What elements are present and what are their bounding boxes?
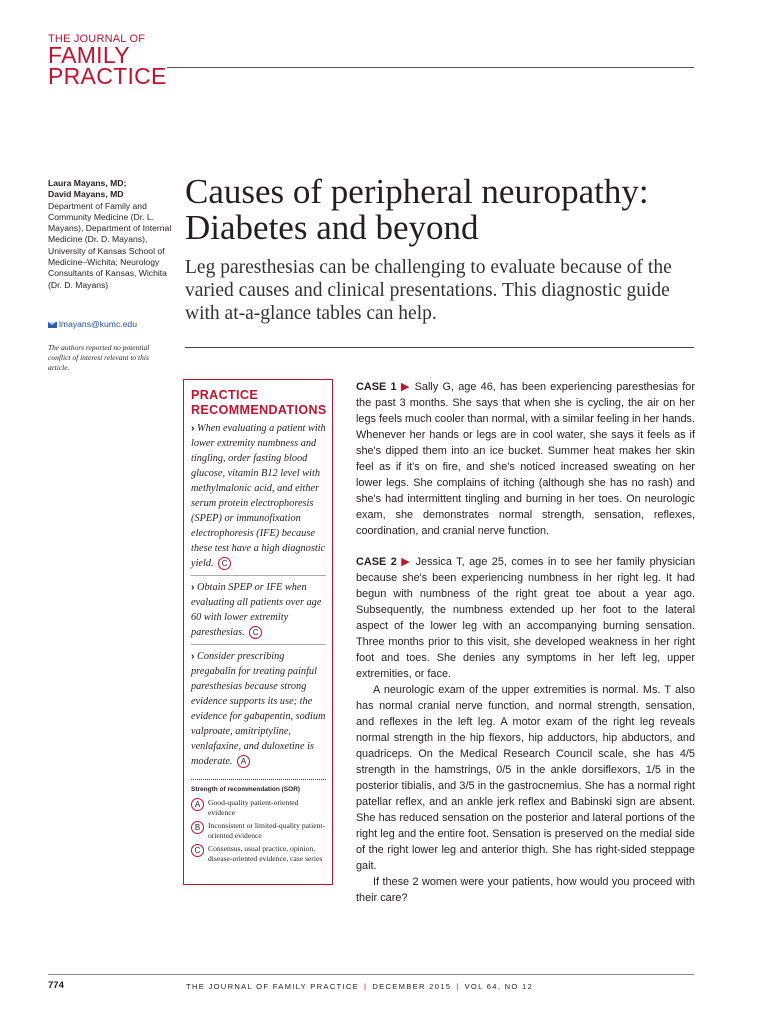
title-rule xyxy=(185,347,694,348)
divider xyxy=(191,644,326,645)
divider xyxy=(191,575,326,576)
case-2-paragraph xyxy=(356,554,695,682)
recommendation-item xyxy=(191,421,326,571)
author-name-1: Laura Mayans, MD; xyxy=(48,178,127,188)
case-1-label: CASE 1 xyxy=(356,381,397,393)
recommendations-heading-line2: RECOMMENDATIONS xyxy=(191,403,327,417)
article-body xyxy=(356,379,695,906)
sor-text: Consensus, usual practice, opinion, disease-oriented evidence, case series xyxy=(208,844,323,863)
page-number: 774 xyxy=(48,980,64,991)
email-link[interactable]: lmayans@kumc.edu xyxy=(59,319,137,329)
sor-row xyxy=(191,821,326,840)
grade-badge: A xyxy=(191,798,204,811)
separator: | xyxy=(456,982,460,991)
journal-logo xyxy=(48,34,167,87)
separator: | xyxy=(364,982,368,991)
author-block xyxy=(48,178,178,291)
logo-small-line: THE JOURNAL OF xyxy=(48,33,146,45)
conflict-disclosure: The authors reported no potential conflict of interest relevant to this article. xyxy=(48,343,150,372)
chevron-right-icon: › xyxy=(191,651,195,662)
case-2-exam-paragraph: A neurologic exam of the upper extremities is normal. Ms. T also has normal cranial nerve function, and normal strength, sensation, and reflexes in the left leg. A motor exam of the right leg reveals normal strength in the hip flexors, hip adductors, hip abductors, and quadriceps. On the Medical Research Council scale, she has 4/5 strength in the hamstrings, 0/5 in the ankle dorsiflexors, 1/5 in the posterior tibialis, and 3/5 in the gastrocnemius. She has a normal right patellar reflex, and an ankle jerk reflex and Babinski sign are absent. She has reduced sensation on the posterior and lateral portions of the right leg and the entire foot. Sensation is preserved on the medial side of the right lower leg and anterior thigh. She has right-sided steppage gait. xyxy=(356,684,695,872)
sor-row xyxy=(191,798,326,817)
grade-badge: B xyxy=(191,821,204,834)
sor-text: Good-quality patient-oriented evidence xyxy=(208,798,299,817)
practice-recommendations-box xyxy=(183,379,333,885)
triangle-right-icon: ▶ xyxy=(400,381,411,393)
article-title: Causes of peripheral neuropathy: Diabetes and beyond xyxy=(185,172,649,247)
case-2-label: CASE 2 xyxy=(356,556,397,568)
sor-text: Inconsistent or limited-quality patient-oriented evidence xyxy=(208,821,326,840)
case-1-paragraph xyxy=(356,379,695,539)
recommendation-text: When evaluating a patient with lower extremity numbness and tingling, order fasting blood glucose, vitamin B12 level with methylmalonic acid, and either serum protein electrophoresis (SPEP) or immunofixation electrophoresis (IFE) because these test have a high diagnostic yield. xyxy=(191,423,326,569)
grade-badge: C xyxy=(249,626,262,639)
author-affiliation: Department of Family and Community Medicine (Dr. L. Mayans), Department of Internal Medicine (Dr. D. Mayans), University of Kansas School of Medicine–Wichita; Neurology Consultants of Kansas, Wichita (Dr. D. Mayans) xyxy=(48,200,172,290)
divider xyxy=(191,779,326,780)
running-footer xyxy=(186,982,533,991)
author-email[interactable] xyxy=(48,319,137,329)
closing-question: If these 2 women were your patients, how would you proceed with their care? xyxy=(356,876,695,904)
recommendation-item xyxy=(191,580,326,640)
recommendations-heading xyxy=(191,388,326,418)
chevron-right-icon: › xyxy=(191,423,195,434)
grade-badge: C xyxy=(191,844,204,857)
case-2-text: Jessica T, age 25, comes in to see her family physician because she's been experiencing numbness in her right leg. It had begun with numbness of the right great toe about a year ago. Subsequently, the numbness extended up her foot to the lateral aspect of the lower leg with an accompanying burning sensation. Three months prior to this visit, she developed weakness in her right foot and toes. She denies any symptoms in her left leg, upper extremities, or face. xyxy=(356,556,696,680)
footer-volume: VOL 64, NO 12 xyxy=(464,982,534,991)
article-deck: Leg paresthesias can be challenging to evaluate because of the varied causes and clinical presentations. This diagnostic guide with at-a-glance tables can help. xyxy=(185,257,672,324)
header-rule xyxy=(167,67,694,68)
recommendation-text: Obtain SPEP or IFE when evaluating all patients over age 60 with lower extremity paresthesias. xyxy=(191,582,322,638)
envelope-icon xyxy=(48,322,57,328)
triangle-right-icon: ▶ xyxy=(401,556,412,568)
sor-title: Strength of recommendation (SOR) xyxy=(191,786,301,793)
chevron-right-icon: › xyxy=(191,582,195,593)
grade-badge: C xyxy=(218,557,231,570)
author-name-2: David Mayans, MD xyxy=(48,189,124,200)
footer-date: DECEMBER 2015 xyxy=(372,982,452,991)
grade-badge: A xyxy=(237,755,250,768)
recommendation-text: Consider prescribing pregabalin for treating painful paresthesias because strong evidence supports its use; the evidence for gabapentin, sodium valproate, amitriptyline, venlafaxine, and duloxetine is moderate. xyxy=(191,651,326,767)
sor-row xyxy=(191,844,326,863)
logo-family: FAMILY xyxy=(48,42,130,68)
recommendations-heading-line1: PRACTICE xyxy=(191,388,259,402)
case-1-text: Sally G, age 46, has been experiencing paresthesias for the past 3 months. She says that when she is cycling, the air on her legs feels much cooler than normal, with a similar feeling in her hands. Whenever her hands or legs are in cool water, she says it feels as if she's dipped them into an ice bucket. Summer heat makes her skin feel as if it's on fire, and she's noticed increased sweating on her lower legs. She complains of itching (although she has no rash) and she's had intermittent tingling and burning in her toes. On neurologic exam, she demonstrates normal strength, sensation, reflexes, coordination, and cranial nerve function. xyxy=(356,381,695,537)
footer-rule xyxy=(48,974,694,975)
recommendation-item xyxy=(191,649,326,769)
footer-journal: THE JOURNAL OF FAMILY PRACTICE xyxy=(186,982,360,991)
logo-practice: PRACTICE xyxy=(48,63,167,89)
